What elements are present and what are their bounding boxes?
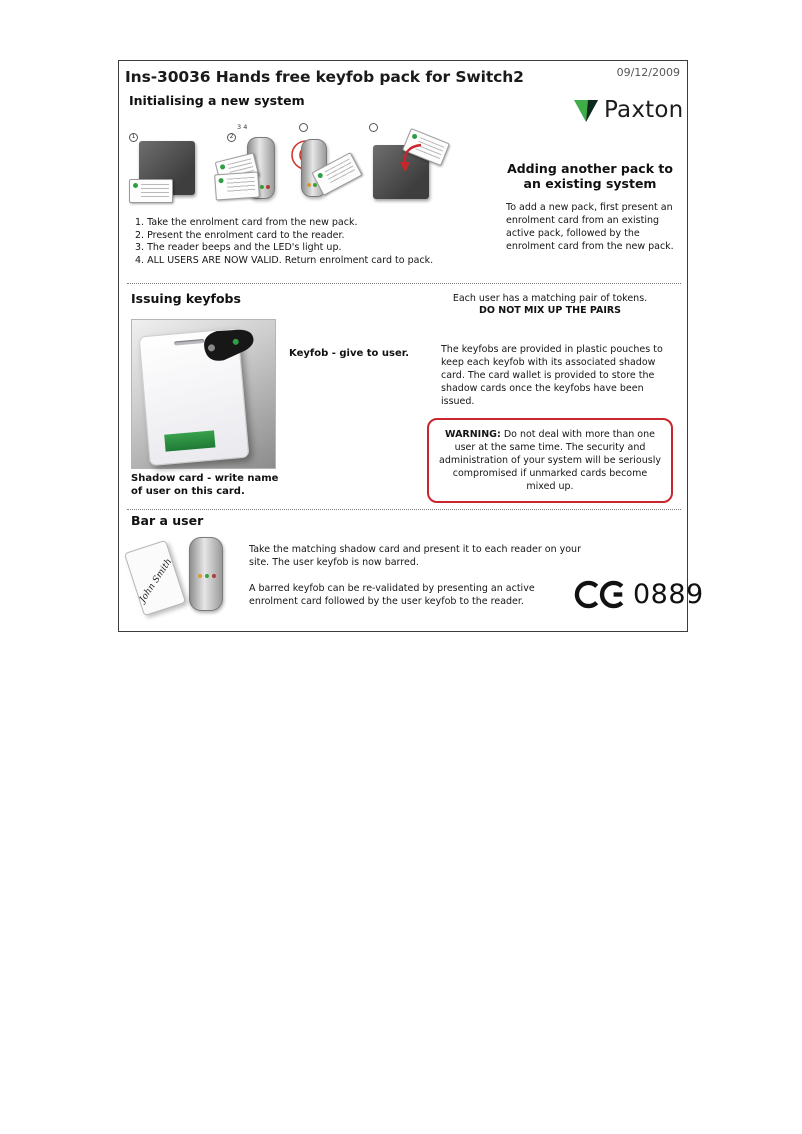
init-step-3: 3. The reader beeps and the LED's light up. (135, 242, 342, 253)
handwritten-user-name: John Smith (137, 557, 175, 605)
warning-body: Do not deal with more than one user at the same time. The security and administration of your system will be seriously compromised if unmarked cards become mixed up. (439, 429, 661, 492)
reader-led-amber (307, 183, 311, 187)
section-divider (127, 283, 681, 284)
return-arrow-icon (395, 141, 425, 175)
card-green-dot (220, 164, 226, 170)
reader-led-amber (198, 574, 202, 578)
paxton-logo (571, 95, 683, 125)
step-circle-3 (299, 123, 308, 132)
bar-user-para-2: A barred keyfob can be re-validated by presenting an active enrolment card followed by the user keyfob to the reader. (249, 583, 535, 607)
init-step-4: 4. ALL USERS ARE NOW VALID. Return enrolment card to pack. (135, 254, 434, 266)
pair-warning-text: DO NOT MIX UP THE PAIRS (478, 305, 622, 316)
init-step-1: 1. Take the enrolment card from the new pack. (135, 217, 358, 228)
reader-led-red (266, 185, 270, 189)
new-pack-photo (133, 141, 201, 203)
ce-number: 0889 (633, 579, 704, 610)
enrolment-card-graphic (129, 179, 173, 203)
return-card-photo (367, 139, 457, 203)
bar-user-para-1: Take the matching shadow card and present it to each reader on your site. The user keyfob is now barred. (249, 544, 581, 568)
pair-note-text: Each user has a matching pair of tokens. (452, 293, 648, 304)
instruction-sheet (118, 60, 704, 632)
bar-user-text (249, 543, 581, 608)
shadow-card-reader-photo (135, 533, 229, 621)
reader-led-red (212, 574, 216, 578)
reader-graphic (189, 537, 223, 611)
card-text-lines (141, 184, 169, 198)
warning-label: WARNING: (445, 429, 501, 440)
enrolment-card-front-graphic (214, 171, 260, 200)
card-green-dot (133, 183, 138, 188)
card-green-dot (218, 178, 223, 183)
adding-pack-body: To add a new pack, first present an enrolment card from an existing active pack, followed by the enrolment card from the new pack. (506, 202, 674, 252)
card-text-lines (226, 177, 255, 195)
keyfob-label: Keyfob - give to user. (289, 348, 410, 359)
step-circle-1: 1 (129, 133, 138, 142)
reader-led-green (260, 185, 264, 189)
warning-box (427, 418, 673, 503)
init-step-2: 2. Present the enrolment card to the reader. (135, 229, 345, 241)
init-steps-list (135, 217, 433, 267)
reader-led-green (205, 574, 209, 578)
section-heading-bar-user: Bar a user (131, 513, 204, 528)
card-text-lines (324, 158, 356, 185)
present-card-photo (215, 137, 287, 203)
section-heading-initialising: Initialising a new system (129, 93, 305, 108)
step-circle-2: 2 (227, 133, 236, 142)
shadow-card-label: Shadow card - write name of user on this card. (131, 473, 279, 497)
ce-mark (574, 579, 704, 610)
doc-date: 09/12/2009 (616, 66, 680, 79)
reader-beep-photo (297, 137, 375, 203)
card-green-patch (164, 430, 215, 451)
ce-mark-icon (574, 579, 630, 610)
paxton-logo-text: Paxton (604, 97, 684, 123)
card-green-dot (317, 172, 324, 179)
step-marker-1 (129, 123, 138, 142)
card-green-dot (411, 133, 418, 140)
step-marker-extra: 3 4 (237, 123, 248, 131)
page-title: Ins-30036 Hands free keyfob pack for Switch2 (125, 68, 524, 86)
step-circle-4 (369, 123, 378, 132)
pair-note-block (419, 292, 681, 316)
section-divider (127, 509, 681, 510)
named-shadow-card-graphic (124, 540, 186, 616)
paxton-triangle-icon (571, 95, 601, 125)
section-heading-adding-pack: Adding another pack to an existing system (507, 161, 673, 191)
keyfob-icon (190, 315, 265, 374)
issuing-body: The keyfobs are provided in plastic pouches to keep each keyfob with its associated shadow card. The card wallet is provided to store the shadow cards once the keyfobs have been issued. (441, 344, 663, 407)
section-heading-issuing: Issuing keyfobs (131, 291, 241, 306)
keyfob-card-photo (131, 319, 276, 469)
